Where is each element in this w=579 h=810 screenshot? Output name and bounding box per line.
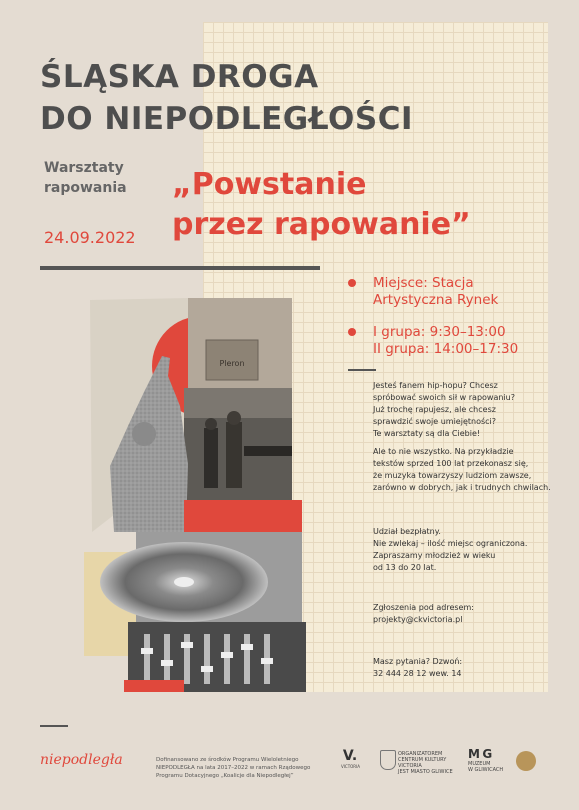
- questions-info: Masz pytania? Dzwoń: 32 444 28 12 wew. 14: [373, 657, 463, 678]
- event-place: Miejsce: Stacja Artystyczna Rynek: [373, 275, 499, 308]
- workshop-label: Warsztaty rapowania: [44, 160, 127, 196]
- more-text: Ale to nie wszystko. Na przykładzie tekstów sprzed 100 lat przekonasz się, że muzyka towarzyszy ludziom zawsze, zarówno w dobrych, jak i trudnych chwilach.: [373, 447, 551, 492]
- intro-text: Jesteś fanem hip-hopu? Chcesz spróbować swoich sił w rapowaniu? Już trochę rapujesz, ale chcesz sprawdzić swoje umiejętności? Te warsztaty są dla Ciebie!: [373, 381, 515, 438]
- divider-short: [348, 369, 376, 371]
- collage-image: [84, 296, 306, 696]
- victoria-logo: V. VICTORIA: [341, 748, 360, 769]
- bullet-groups: [348, 328, 356, 336]
- museum-logo: M G MUZEUM W GLIWICACH: [468, 747, 504, 773]
- city-crest-icon: [380, 750, 396, 770]
- participation-text: Udział bezpłatny. Nie zwlekaj – ilość miejsc ograniczona. Zapraszamy młodzież w wieku od 13 do 20 lat.: [373, 527, 528, 572]
- event-date: 24.09.2022: [44, 228, 136, 247]
- niepodlegla-logo: niepodległa: [40, 752, 123, 768]
- page-title: ŚLĄSKA DROGA DO NIEPODLEGŁOŚCI: [40, 59, 413, 137]
- ck-victoria-text: ORGANIZATOREM CENTRUM KULTURY VICTORIA JEST MIASTO GLIWICE: [398, 751, 453, 775]
- signup-info: Zgłoszenia pod adresem: projekty@ckvictoria.pl: [373, 603, 474, 624]
- event-groups: I grupa: 9:30–13:00 II grupa: 14:00–17:30: [373, 324, 519, 357]
- signup-email[interactable]: projekty@ckvictoria.pl: [373, 615, 463, 624]
- event-headline: „Powstanie przez rapowanie”: [172, 167, 471, 242]
- round-emblem-icon: [516, 751, 536, 771]
- footer-rule: [40, 725, 68, 727]
- phone-number[interactable]: 32 444 28 12 wew. 14: [373, 669, 462, 678]
- funding-note: Dofinansowano ze środków Programu Wieloletniego NIEPODLEGŁA na lata 2017–2022 w ramach Rządowego Programu Dotacyjnego „Koalicje dla Niepodległej”: [156, 757, 311, 779]
- bullet-place: [348, 279, 356, 287]
- crate-label: Pleron: [219, 359, 245, 368]
- divider-rule: [40, 266, 320, 270]
